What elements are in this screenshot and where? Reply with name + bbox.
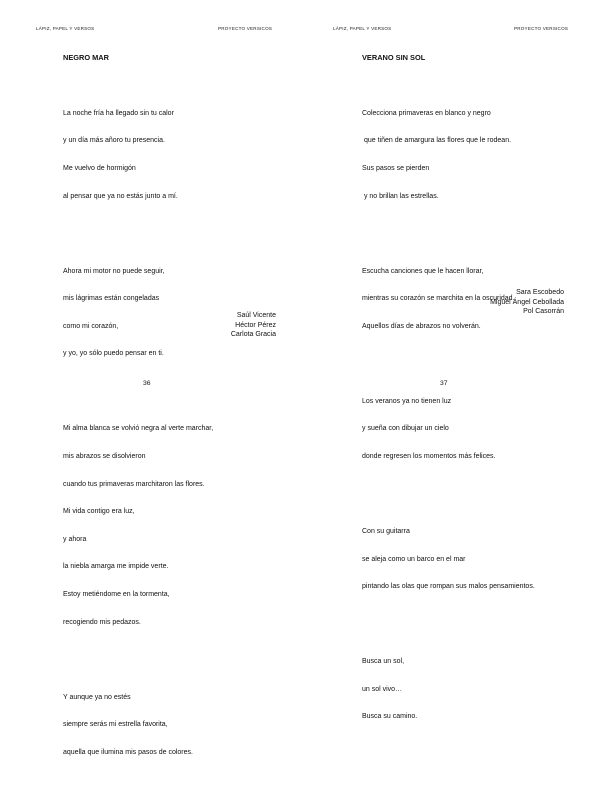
right-page (300, 0, 600, 721)
stanza (362, 90, 535, 219)
poem-line: un sol vivo… (362, 685, 403, 693)
author-name: Carlota Gracia (230, 331, 276, 339)
poem-line: pintando las olas que rompan sus malos pensamientos. (362, 583, 535, 591)
author-list (231, 311, 276, 340)
poem-line: Con su guitarra (362, 527, 410, 535)
author-name: Pol Casorrán (523, 308, 564, 316)
poem-line: y sueña con dibujar un cielo (362, 425, 449, 433)
header-book-title: LÁPIZ, PAPEL Y VERSOS (333, 26, 392, 31)
poem-line: Me vuelvo de hormigón (63, 165, 136, 172)
header-book-title: LÁPIZ, PAPEL Y VERSOS (36, 26, 95, 31)
poem-line: Estoy metiéndome en la tormenta, (63, 590, 170, 598)
page-number: 37 (440, 380, 448, 387)
page-number: 36 (143, 380, 151, 387)
left-page (0, 0, 300, 756)
poem-line: aquella que ilumina mis pasos de colores. (63, 748, 193, 756)
header-project-name: PROYECTO VERSICOS (218, 26, 273, 31)
poem-line: La noche fría ha llegado sin tu calor (63, 109, 174, 117)
poem-line: que tiñen de amargura las flores que le rodean. (362, 137, 512, 145)
poem-line: mientras su corazón se marchita en la oscuridad. (362, 295, 515, 303)
poem-line: al pensar que ya no estás junto a mí. (63, 192, 178, 200)
poem-line: se aleja como un barco en el mar (362, 555, 466, 563)
poem-title: VERANO SIN SOL (362, 53, 426, 62)
poem-line: siempre serás mi estrella favorita, (63, 721, 168, 729)
author-list (490, 288, 564, 317)
poem-line: mis abrazos se disolvieron (63, 452, 146, 460)
poem-line: Y aunque ya no estés (63, 693, 131, 701)
stanza (362, 509, 535, 610)
poem-line: Mi alma blanca se volvió negra al verte marchar, (63, 425, 214, 433)
author-name: Miguel Ángel Cebollada (490, 298, 564, 306)
poem-line: donde regresen los momentos más felices. (362, 452, 496, 460)
poem-body (63, 72, 213, 804)
poem-title: NEGRO MAR (63, 53, 109, 62)
poem-line: Mi vida contigo era luz, (63, 508, 135, 516)
poem-line: y un día más añoro tu presencia. (63, 137, 165, 145)
poem-line: Escucha canciones que le hacen llorar, (362, 267, 484, 275)
poem-line: la niebla amarga me impide verte. (63, 563, 169, 571)
poem-line: Busca su camino. (362, 713, 418, 721)
poem-line: Los veranos ya no tienen luz (362, 397, 452, 405)
poem-line: recogiendo mis pedazos. (63, 618, 141, 626)
poem-line: Sus pasos se pierden (362, 165, 430, 172)
poem-line: como mi corazón, (63, 322, 119, 330)
stanza (63, 406, 213, 645)
poem-line: Busca un sol, (362, 658, 405, 666)
poem-line: Ahora mi motor no puede seguir, (63, 267, 165, 275)
poem-line: Colecciona primaveras en blanco y negro (362, 109, 491, 117)
header-project-name: PROYECTO VERSICOS (514, 26, 569, 31)
author-name: Sara Escobedo (516, 289, 564, 296)
stanza (362, 639, 535, 740)
poem-body (362, 72, 535, 769)
stanza (63, 248, 213, 377)
author-name: Saúl Vicente (236, 312, 276, 319)
poem-line: y ahora (63, 535, 87, 543)
poem-line: y no brillan las estrellas. (362, 192, 439, 200)
poem-line: Aquellos días de abrazos no volverán. (362, 322, 481, 330)
poem-line: mis lágrimas están congeladas (63, 295, 160, 303)
author-name: Héctor Pérez (235, 321, 276, 329)
stanza (63, 90, 213, 219)
poem-line: y yo, yo sólo puedo pensar en ti. (63, 350, 164, 358)
poem-line: cuando tus primaveras marchitaron las flores. (63, 480, 205, 488)
stanza (63, 674, 213, 775)
stanza (362, 378, 535, 479)
